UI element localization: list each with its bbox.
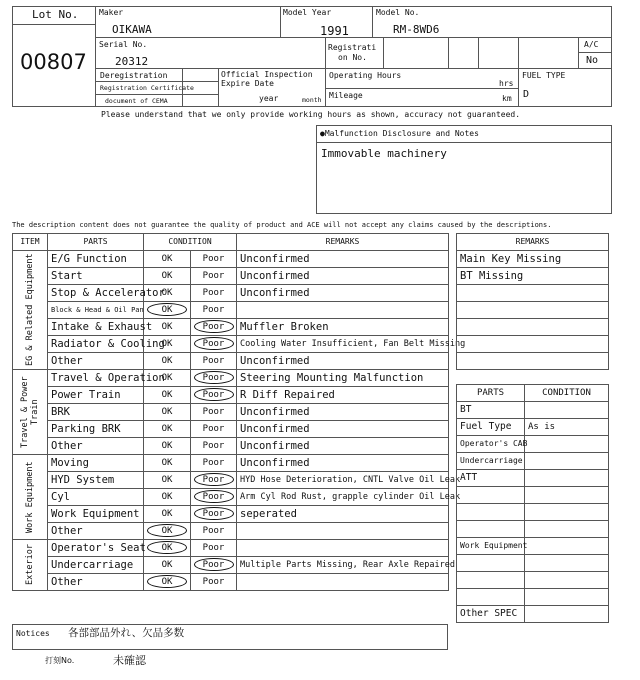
ok-label: OK bbox=[161, 407, 173, 417]
condition-row bbox=[13, 557, 449, 574]
side-part-name bbox=[457, 521, 525, 538]
ok-option bbox=[144, 523, 191, 540]
remark: Arm Cyl Rod Rust, grapple cylinder Oil Leak bbox=[237, 489, 449, 506]
side-part-condition bbox=[525, 555, 609, 572]
part-name: HYD System bbox=[48, 472, 144, 489]
side-part-name bbox=[457, 487, 525, 504]
poor-label: Poor bbox=[202, 492, 225, 502]
ok-label: OK bbox=[161, 339, 173, 349]
poor-option bbox=[191, 438, 237, 455]
ok-label: OK bbox=[161, 577, 173, 587]
side-part-condition bbox=[525, 402, 609, 419]
condition-row bbox=[13, 370, 449, 387]
remarks-header: REMARKS bbox=[237, 234, 449, 251]
poor-option bbox=[191, 251, 237, 268]
maker-label: Maker bbox=[99, 8, 124, 17]
remark bbox=[237, 302, 449, 319]
poor-label: Poor bbox=[202, 475, 225, 485]
side-part-name: Undercarriage bbox=[457, 453, 525, 470]
mileage-label: Mileage bbox=[329, 91, 363, 100]
operating-hours-label: Operating Hours bbox=[329, 71, 402, 80]
condition-row bbox=[13, 438, 449, 455]
side-parts-table bbox=[456, 384, 609, 623]
part-name: Stop & Accelerator bbox=[48, 285, 144, 302]
ok-option bbox=[144, 370, 191, 387]
part-name: Intake & Exhaust bbox=[48, 319, 144, 336]
part-name: Undercarriage bbox=[48, 557, 144, 574]
ok-option bbox=[144, 353, 191, 370]
part-name: Block & Head & Oil Pan bbox=[48, 302, 144, 319]
malfunction-title: ●Malfunction Disclosure and Notes bbox=[320, 129, 479, 138]
condition-row bbox=[13, 319, 449, 336]
km-label: km bbox=[502, 94, 512, 103]
condition-row bbox=[13, 268, 449, 285]
condition-row bbox=[13, 523, 449, 540]
poor-option bbox=[191, 404, 237, 421]
side-part-condition bbox=[525, 487, 609, 504]
ok-option bbox=[144, 285, 191, 302]
condition-header: CONDITION bbox=[144, 234, 237, 251]
remark bbox=[237, 523, 449, 540]
month-label: month bbox=[302, 96, 322, 104]
fuel-type-label: FUEL TYPE bbox=[522, 71, 566, 80]
ok-option bbox=[144, 438, 191, 455]
registration-certificate-label: Registration Certificate bbox=[100, 84, 194, 92]
side-condition-header: CONDITION bbox=[525, 385, 609, 402]
ok-option bbox=[144, 421, 191, 438]
condition-row bbox=[13, 251, 449, 268]
year-label: year bbox=[259, 94, 279, 103]
side-remark-item bbox=[457, 353, 609, 370]
side-remark-item: Main Key Missing bbox=[457, 251, 609, 268]
poor-label: Poor bbox=[202, 373, 225, 383]
remark: Unconfirmed bbox=[237, 353, 449, 370]
part-name: Other bbox=[48, 574, 144, 591]
hrs-label: hrs bbox=[499, 79, 514, 88]
poor-option bbox=[191, 540, 237, 557]
ok-label: OK bbox=[161, 560, 173, 570]
part-name: Other bbox=[48, 523, 144, 540]
side-part-condition bbox=[525, 589, 609, 606]
poor-option bbox=[191, 472, 237, 489]
remark: R Diff Repaired bbox=[237, 387, 449, 404]
poor-option bbox=[191, 489, 237, 506]
side-part-name: Other SPEC bbox=[457, 606, 525, 623]
item-header: ITEM bbox=[13, 234, 48, 251]
side-remark-item: BT Missing bbox=[457, 268, 609, 285]
poor-label: Poor bbox=[202, 407, 225, 417]
model-no-value: RM-8WD6 bbox=[393, 23, 440, 36]
part-name: Start bbox=[48, 268, 144, 285]
remark: Unconfirmed bbox=[237, 455, 449, 472]
part-name: Cyl bbox=[48, 489, 144, 506]
side-part-condition bbox=[525, 572, 609, 589]
remark: Unconfirmed bbox=[237, 285, 449, 302]
ok-label: OK bbox=[161, 526, 173, 536]
item-group-cell bbox=[13, 455, 48, 540]
ok-label: OK bbox=[161, 356, 173, 366]
ok-option bbox=[144, 557, 191, 574]
ok-label: OK bbox=[161, 424, 173, 434]
registration-label-2: on No. bbox=[338, 53, 367, 62]
model-no-label: Model No. bbox=[376, 8, 420, 17]
item-group-cell bbox=[13, 540, 48, 591]
ok-option bbox=[144, 489, 191, 506]
ok-label: OK bbox=[161, 475, 173, 485]
side-part-condition bbox=[525, 470, 609, 487]
notices-label: Notices bbox=[16, 629, 50, 638]
poor-label: Poor bbox=[202, 458, 225, 468]
deregistration-label: Deregistration bbox=[100, 71, 168, 80]
ok-option bbox=[144, 251, 191, 268]
lot-number: 00807 bbox=[20, 50, 87, 74]
poor-label: Poor bbox=[202, 254, 225, 264]
item-group-cell bbox=[13, 251, 48, 370]
parts-header: PARTS bbox=[48, 234, 144, 251]
remark bbox=[237, 540, 449, 557]
serial-value: 20312 bbox=[115, 55, 149, 68]
ok-label: OK bbox=[161, 509, 173, 519]
condition-row bbox=[13, 353, 449, 370]
poor-option bbox=[191, 506, 237, 523]
condition-row bbox=[13, 404, 449, 421]
ok-label: OK bbox=[161, 543, 173, 553]
ok-label: OK bbox=[161, 441, 173, 451]
model-year-label: Model Year bbox=[283, 8, 332, 17]
poor-label: Poor bbox=[202, 305, 225, 315]
poor-label: Poor bbox=[202, 339, 225, 349]
ok-option bbox=[144, 336, 191, 353]
side-part-name bbox=[457, 589, 525, 606]
part-name: Travel & Operation bbox=[48, 370, 144, 387]
poor-label: Poor bbox=[202, 543, 225, 553]
remark: Unconfirmed bbox=[237, 421, 449, 438]
side-part-name bbox=[457, 504, 525, 521]
item-group-label: Work Equipment bbox=[25, 461, 35, 533]
poor-label: Poor bbox=[202, 560, 225, 570]
poor-label: Poor bbox=[202, 441, 225, 451]
poor-label: Poor bbox=[202, 356, 225, 366]
ok-label: OK bbox=[161, 390, 173, 400]
remark: Steering Mounting Malfunction bbox=[237, 370, 449, 387]
side-part-name: ATT bbox=[457, 470, 525, 487]
side-remark-item bbox=[457, 336, 609, 353]
side-remark-item bbox=[457, 285, 609, 302]
ok-label: OK bbox=[161, 458, 173, 468]
hours-notice: Please understand that we only provide working hours as shown, accuracy not guaranteed. bbox=[101, 110, 521, 119]
part-name: BRK bbox=[48, 404, 144, 421]
condition-row bbox=[13, 455, 449, 472]
condition-row bbox=[13, 574, 449, 591]
cema-document-label: document of CEMA bbox=[105, 97, 168, 105]
model-year-value: 1991 bbox=[320, 24, 349, 38]
side-part-name: Work Equipment bbox=[457, 538, 525, 555]
condition-row bbox=[13, 302, 449, 319]
condition-row bbox=[13, 387, 449, 404]
fuel-type-value: D bbox=[523, 89, 530, 100]
side-part-name bbox=[457, 555, 525, 572]
inspection-label-1: Official Inspection bbox=[221, 70, 313, 79]
ok-option bbox=[144, 540, 191, 557]
condition-row bbox=[13, 472, 449, 489]
serial-label: Serial No. bbox=[99, 40, 148, 49]
part-name: Moving bbox=[48, 455, 144, 472]
condition-row bbox=[13, 506, 449, 523]
remark: Unconfirmed bbox=[237, 251, 449, 268]
poor-option bbox=[191, 319, 237, 336]
side-part-name: Operator's CAB bbox=[457, 436, 525, 453]
poor-label: Poor bbox=[202, 322, 225, 332]
item-group-label: EG & Related Equipment bbox=[25, 253, 35, 367]
part-name: Radiator & Cooling bbox=[48, 336, 144, 353]
ok-option bbox=[144, 455, 191, 472]
side-part-condition: As is bbox=[525, 419, 609, 436]
ok-option bbox=[144, 506, 191, 523]
remark: seperated bbox=[237, 506, 449, 523]
poor-option bbox=[191, 370, 237, 387]
ok-label: OK bbox=[161, 254, 173, 264]
condition-row bbox=[13, 336, 449, 353]
ok-option bbox=[144, 404, 191, 421]
remark: Cooling Water Insufficient, Fan Belt Missing bbox=[237, 336, 449, 353]
poor-option bbox=[191, 353, 237, 370]
poor-option bbox=[191, 285, 237, 302]
part-name: E/G Function bbox=[48, 251, 144, 268]
condition-row bbox=[13, 540, 449, 557]
ok-option bbox=[144, 387, 191, 404]
side-remark-item bbox=[457, 302, 609, 319]
ok-label: OK bbox=[161, 271, 173, 281]
condition-row bbox=[13, 489, 449, 506]
side-part-name: BT bbox=[457, 402, 525, 419]
ok-option bbox=[144, 268, 191, 285]
part-name: Operator's Seat bbox=[48, 540, 144, 557]
side-remark-item bbox=[457, 319, 609, 336]
part-name: Work Equipment bbox=[48, 506, 144, 523]
ok-label: OK bbox=[161, 288, 173, 298]
poor-option bbox=[191, 574, 237, 591]
lot-label: Lot No. bbox=[32, 8, 79, 21]
remark: Unconfirmed bbox=[237, 268, 449, 285]
item-group-cell bbox=[13, 370, 48, 455]
poor-option bbox=[191, 387, 237, 404]
part-name: Other bbox=[48, 353, 144, 370]
poor-label: Poor bbox=[202, 509, 225, 519]
remark: Muffler Broken bbox=[237, 319, 449, 336]
side-part-condition bbox=[525, 538, 609, 555]
side-part-condition bbox=[525, 521, 609, 538]
side-remarks-header: REMARKS bbox=[457, 234, 609, 251]
ok-label: OK bbox=[161, 322, 173, 332]
poor-option bbox=[191, 336, 237, 353]
ok-option bbox=[144, 574, 191, 591]
ac-value: No bbox=[586, 55, 599, 66]
notices-text: 各部部品外れ、欠品多数 bbox=[68, 627, 185, 639]
poor-label: Poor bbox=[202, 424, 225, 434]
ok-option bbox=[144, 319, 191, 336]
remark: Multiple Parts Missing, Rear Axle Repaired bbox=[237, 557, 449, 574]
remark: HYD Hose Deterioration, CNTL Valve Oil Leak bbox=[237, 472, 449, 489]
maker-value: OIKAWA bbox=[112, 23, 152, 36]
poor-label: Poor bbox=[202, 577, 225, 587]
side-part-condition bbox=[525, 453, 609, 470]
ac-label: A/C bbox=[584, 40, 599, 49]
condition-row bbox=[13, 285, 449, 302]
ok-option bbox=[144, 302, 191, 319]
remark: Unconfirmed bbox=[237, 404, 449, 421]
remark bbox=[237, 574, 449, 591]
side-remarks-table bbox=[456, 233, 609, 370]
malfunction-box bbox=[316, 125, 612, 214]
side-parts-header: PARTS bbox=[457, 385, 525, 402]
inspection-label-2: Expire Date bbox=[221, 79, 274, 88]
part-name: Power Train bbox=[48, 387, 144, 404]
item-group-label: Travel & Power Train bbox=[20, 376, 40, 448]
stamp-value: 未確認 bbox=[113, 654, 146, 667]
condition-table-header bbox=[13, 234, 449, 251]
poor-option bbox=[191, 268, 237, 285]
side-part-condition bbox=[525, 504, 609, 521]
side-part-name: Fuel Type bbox=[457, 419, 525, 436]
part-name: Other bbox=[48, 438, 144, 455]
side-part-name bbox=[457, 572, 525, 589]
side-part-condition bbox=[525, 606, 609, 623]
poor-label: Poor bbox=[202, 526, 225, 536]
poor-option bbox=[191, 557, 237, 574]
registration-label-1: Registrati bbox=[328, 43, 377, 52]
malfunction-text: Immovable machinery bbox=[321, 147, 447, 160]
side-part-condition bbox=[525, 436, 609, 453]
poor-label: Poor bbox=[202, 390, 225, 400]
poor-option bbox=[191, 455, 237, 472]
disclaimer: The description content does not guarantee the quality of product and ACE will not accept any claims caused by the descriptions. bbox=[12, 221, 552, 229]
ok-option bbox=[144, 472, 191, 489]
remark: Unconfirmed bbox=[237, 438, 449, 455]
poor-option bbox=[191, 421, 237, 438]
poor-label: Poor bbox=[202, 288, 225, 298]
item-group-label: Exterior bbox=[25, 544, 35, 586]
part-name: Parking BRK bbox=[48, 421, 144, 438]
poor-option bbox=[191, 302, 237, 319]
condition-row bbox=[13, 421, 449, 438]
ok-label: OK bbox=[161, 305, 173, 315]
ok-label: OK bbox=[161, 492, 173, 502]
poor-label: Poor bbox=[202, 271, 225, 281]
ok-label: OK bbox=[161, 373, 173, 383]
poor-option bbox=[191, 523, 237, 540]
stamp-label: 打刻No. bbox=[45, 656, 75, 665]
